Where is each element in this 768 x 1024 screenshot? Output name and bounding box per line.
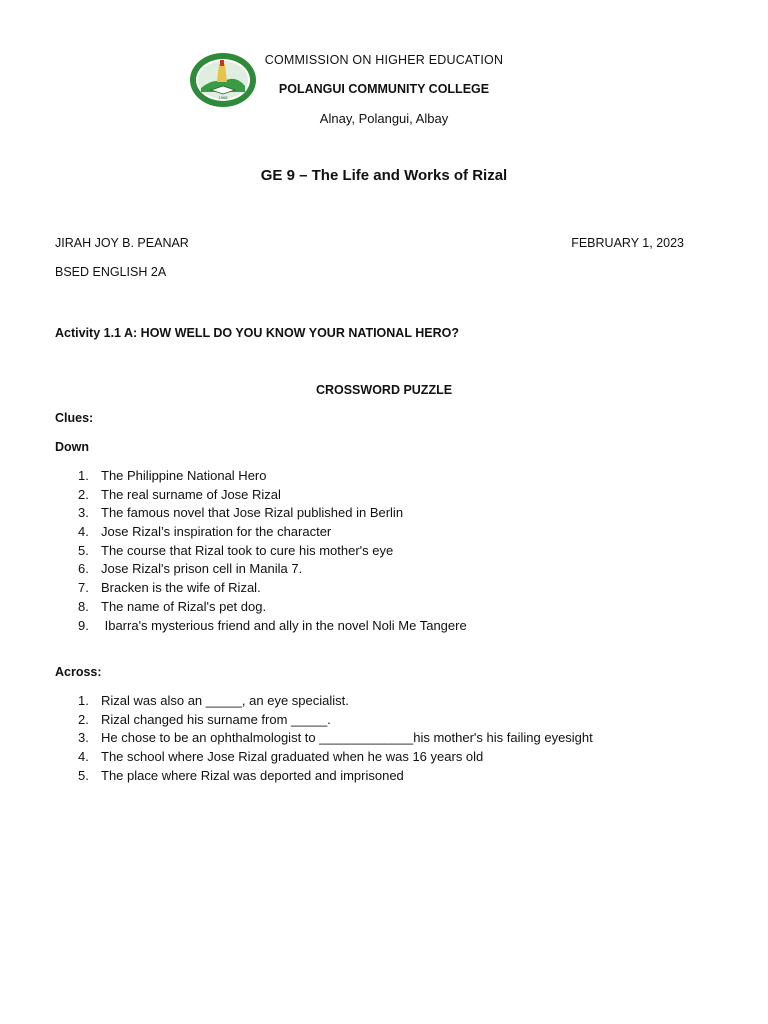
clue-text: The school where Jose Rizal graduated when he was 16 years old — [101, 749, 484, 765]
clue-number: 4. — [78, 749, 89, 765]
commission-heading: COMMISSION ON HIGHER EDUCATION — [264, 53, 504, 67]
clue-text: Rizal was also an _____, an eye specialist. — [101, 693, 349, 708]
across-clue — [55, 748, 593, 767]
student-section: BSED ENGLISH 2A — [55, 265, 167, 279]
clue-number: 2. — [78, 711, 89, 727]
clue-number: 3. — [78, 505, 89, 521]
puzzle-title: CROSSWORD PUZZLE — [315, 383, 453, 397]
down-clue — [55, 504, 467, 523]
clue-number: 9. — [78, 617, 89, 633]
submission-date: FEBRUARY 1, 2023 — [571, 236, 684, 250]
clue-number: 3. — [78, 730, 89, 746]
clues-label: Clues: — [55, 411, 94, 425]
down-clue — [55, 560, 467, 579]
activity-title: Activity 1.1 A: HOW WELL DO YOU KNOW YOUR NATIONAL HERO? — [55, 326, 459, 340]
student-name: JIRAH JOY B. PEANAR — [55, 236, 189, 250]
clue-number: 5. — [78, 767, 89, 783]
clue-text: The course that Rizal took to cure his mother's eye — [101, 542, 394, 558]
across-clue — [55, 767, 593, 786]
clue-text: Jose Rizal's prison cell in Manila 7. — [101, 561, 303, 577]
clue-text: Jose Rizal’s inspiration for the character — [101, 524, 332, 540]
down-clue — [55, 542, 467, 561]
clue-text: Rizal changed his surname from _____. — [101, 711, 331, 727]
clue-text: The place where Rizal was deported and imprisoned — [101, 767, 404, 783]
clue-number: 4. — [78, 524, 89, 540]
course-title: GE 9 – The Life and Works of Rizal — [260, 167, 508, 184]
clue-text: The real surname of Jose Rizal — [101, 486, 281, 502]
clue-text: The name of Rizal's pet dog. — [101, 598, 267, 614]
clue-number: 8. — [78, 598, 89, 614]
clue-number: 1. — [78, 693, 89, 708]
clue-number: 2. — [78, 486, 89, 502]
across-clue — [55, 729, 593, 748]
clue-number: 5. — [78, 542, 89, 558]
clue-text: Bracken is the wife of Rizal. — [101, 580, 261, 596]
across-clue — [55, 692, 593, 711]
clue-text: The Philippine National Hero — [101, 468, 267, 483]
college-address: Alnay, Polangui, Albay — [319, 111, 449, 126]
down-clue — [55, 467, 467, 486]
down-clue — [55, 598, 467, 617]
down-clue — [55, 617, 467, 636]
clue-number: 6. — [78, 561, 89, 577]
clue-text: Ibarra's mysterious friend and ally in the novel Noli Me Tangere — [101, 617, 467, 633]
clue-number: 1. — [78, 468, 89, 483]
across-clue-list — [55, 692, 593, 785]
across-heading: Across: — [55, 665, 102, 679]
down-clue-list — [55, 467, 467, 635]
clue-text: The famous novel that Jose Rizal published in Berlin — [101, 505, 404, 521]
down-clue — [55, 579, 467, 598]
clue-text: He chose to be an ophthalmologist to _____________his mother's his failing eyesight — [101, 730, 593, 746]
clue-number: 7. — [78, 580, 89, 596]
across-clue — [55, 711, 593, 730]
college-name: POLANGUI COMMUNITY COLLEGE — [278, 82, 490, 96]
down-clue — [55, 523, 467, 542]
down-clue — [55, 486, 467, 505]
svg-text:1968: 1968 — [218, 95, 228, 100]
down-heading: Down — [55, 440, 90, 454]
